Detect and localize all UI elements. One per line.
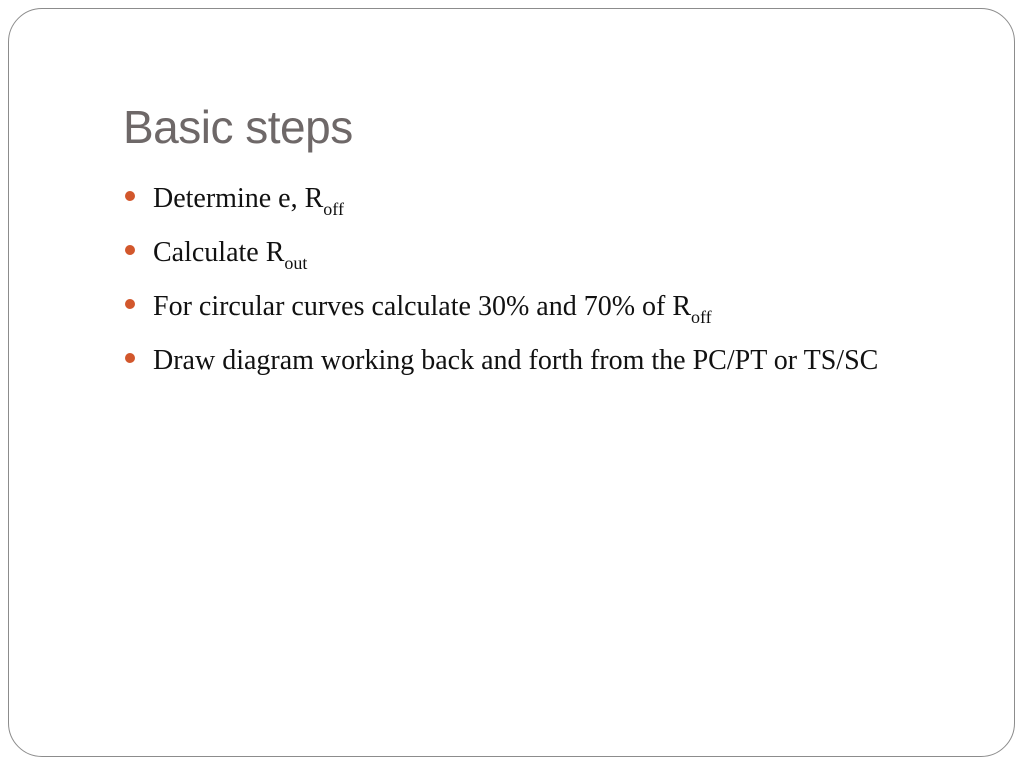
slide-frame	[8, 8, 1015, 757]
bullet-subscript: off	[691, 307, 712, 327]
bullet-list	[123, 177, 953, 391]
bullet-item	[123, 285, 953, 331]
bullet-dot-icon	[125, 299, 135, 309]
bullet-subscript: out	[284, 253, 308, 273]
bullet-dot-icon	[125, 191, 135, 201]
bullet-text: Determine e, R	[153, 183, 324, 214]
bullet-item	[123, 177, 953, 223]
bullet-item	[123, 339, 953, 383]
bullet-text: Calculate R	[153, 237, 285, 268]
bullet-text: Draw diagram working back and forth from the PC/PT or TS/SC	[153, 345, 879, 376]
bullet-dot-icon	[125, 245, 135, 255]
bullet-text: For circular curves calculate 30% and 70% of R	[153, 291, 692, 322]
bullet-dot-icon	[125, 353, 135, 363]
slide-title: Basic steps	[123, 101, 353, 153]
bullet-item	[123, 231, 953, 277]
bullet-subscript: off	[323, 199, 344, 219]
